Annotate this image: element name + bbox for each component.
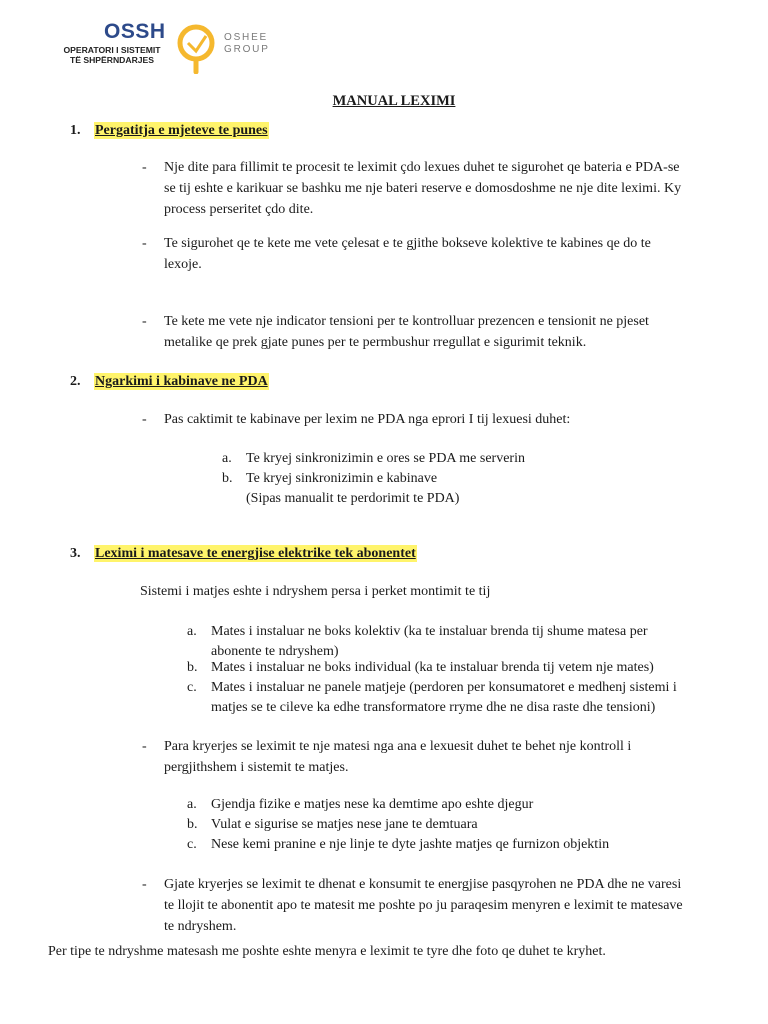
subitem-text: Te kryej sinkronizimin e ores se PDA me serverin: [246, 451, 525, 466]
section-2-bullet-1: [164, 409, 570, 430]
subitem-letter: b.: [222, 471, 233, 486]
section-3-title: Leximi i matesave te energjise elektrike tek abonentet: [95, 546, 416, 561]
subitem-text: Vulat e sigurise se matjes nese jane te demtuara: [211, 817, 478, 832]
logo-group-line1: OSHEE: [224, 32, 269, 43]
subitem-letter: a.: [222, 451, 232, 466]
section-3-subitem-a: [187, 622, 727, 662]
text-line: Mates i instaluar ne panele matjeje (perdoren per konsumatoret e medhenj sistemi i: [211, 680, 677, 695]
text-line: Mates i instaluar ne boks kolektiv (ka te instaluar brenda tij shume matesa per: [211, 624, 648, 639]
subitem-text: Mates i instaluar ne boks individual (ka te instaluar brenda tij vetem nje mates): [211, 660, 654, 675]
section-1-bullet-1: [164, 157, 681, 220]
section-2-heading: [70, 374, 269, 390]
bullet-dash: -: [142, 314, 147, 329]
text-line: se tij eshte e karikuar se bashku me nje bateri reserve e domosdoshme ne nje dite leximi. Ky: [164, 181, 682, 196]
section-3-bullet-c: [164, 874, 683, 937]
bullet-dash: -: [142, 236, 147, 251]
logo-subtitle: [50, 45, 174, 65]
section-1-number: 1.: [70, 123, 81, 138]
logo-ossh-text: OSSH: [104, 20, 166, 43]
section-3-subitem-c: [187, 678, 747, 718]
subitem-text: Nese kemi pranine e nje linje te dyte jashte matjes qe furnizon objektin: [211, 837, 610, 852]
text-line: Te sigurohet qe te kete me vete çelesat e te gjithe bokseve kolektive te kabines qe do te: [164, 236, 651, 251]
subitem-letter: b.: [187, 660, 198, 675]
section-3-number: 3.: [70, 546, 81, 561]
text-line: Te kryej sinkronizimin e kabinave: [246, 471, 438, 486]
subitem-letter: a.: [187, 797, 197, 812]
subitem-text: Gjendja fizike e matjes nese ka demtime apo eshte djegur: [211, 797, 534, 812]
bullet-dash: -: [142, 160, 147, 175]
subitem-letter: c.: [187, 837, 197, 852]
text-line: Pas caktimit te kabinave per lexim ne PDA nga eprori I tij lexuesi duhet:: [164, 412, 571, 427]
logo-subtitle-line2: TË SHPËRNDARJES: [69, 55, 155, 65]
logo-subtitle-line1: OPERATORI I SISTEMIT: [63, 45, 161, 55]
logo-group-line2: GROUP: [224, 44, 270, 55]
closing-paragraph: Per tipe te ndryshme matesash me poshte eshte menyra e leximit te tyre dhe foto qe duhet te kryhet.: [48, 944, 606, 959]
text-line: lexoje.: [164, 257, 202, 272]
bullet-dash: -: [142, 877, 147, 892]
section-3-heading: [70, 546, 417, 562]
text-line: Para kryerjes se leximit te nje matesi nga ana e lexuesit duhet te behet nje kontroll i: [164, 739, 632, 754]
section-1-bullet-3: [164, 311, 649, 353]
text-line: Nje dite para fillimit te procesit te leximit çdo lexues duhet te sigurohet qe bateria e PDA-se: [164, 160, 680, 175]
subitem-letter: a.: [187, 624, 197, 639]
section-3-check-c: [187, 835, 707, 855]
section-2-number: 2.: [70, 374, 81, 389]
text-line: pergjithshem i sistemit te matjes.: [164, 760, 349, 775]
logo-group-text: [224, 32, 270, 56]
text-line: te ndryshem.: [164, 919, 237, 934]
text-line: Gjate kryerjes se leximit te dhenat e konsumit te energjise pasqyrohen ne PDA dhe ne varesi: [164, 877, 682, 892]
subitem-letter: c.: [187, 680, 197, 695]
section-3-subitem-b: [187, 658, 727, 678]
text-line: process perseritet çdo dite.: [164, 202, 314, 217]
section-2-subitem-b: [222, 469, 722, 509]
document-title: MANUAL LEXIMI: [332, 93, 456, 109]
text-line: Te kete me vete nje indicator tensioni per te kontrolluar prezencen e tensionit ne pjeset: [164, 314, 649, 329]
company-logo: [48, 20, 288, 76]
section-3-check-b: [187, 815, 707, 835]
bullet-dash: -: [142, 412, 147, 427]
text-line: abonente te ndryshem): [211, 644, 339, 659]
section-2-subitem-a: [222, 449, 722, 469]
text-line: matjes se te cileve ka edhe transformatore rryme dhe ne disa raste dhe tensioni): [211, 700, 656, 715]
subitem-text: [211, 678, 677, 718]
section-3-intro: Sistemi i matjes eshte i ndryshem persa i perket montimit te tij: [140, 584, 491, 599]
subitem-text: [211, 622, 648, 662]
section-3-check-a: [187, 795, 707, 815]
text-line: (Sipas manualit te perdorimit te PDA): [246, 491, 460, 506]
logo-mark-icon: [174, 22, 218, 74]
section-2-title: Ngarkimi i kabinave ne PDA: [95, 374, 268, 389]
text-line: te llojit te abonentit apo te matesit me poshte po ju paraqesim menyren e leximit te matesave: [164, 898, 683, 913]
text-line: metalike qe prek gjate punes per te permbushur rregullat e sigurimit teknik.: [164, 335, 587, 350]
section-1-heading: [70, 123, 269, 139]
section-1-bullet-2: [164, 233, 651, 275]
section-1-title: Pergatitja e mjeteve te punes: [95, 123, 268, 138]
subitem-text: [246, 469, 459, 509]
bullet-dash: -: [142, 739, 147, 754]
subitem-letter: b.: [187, 817, 198, 832]
section-3-bullet-b: [164, 736, 631, 778]
